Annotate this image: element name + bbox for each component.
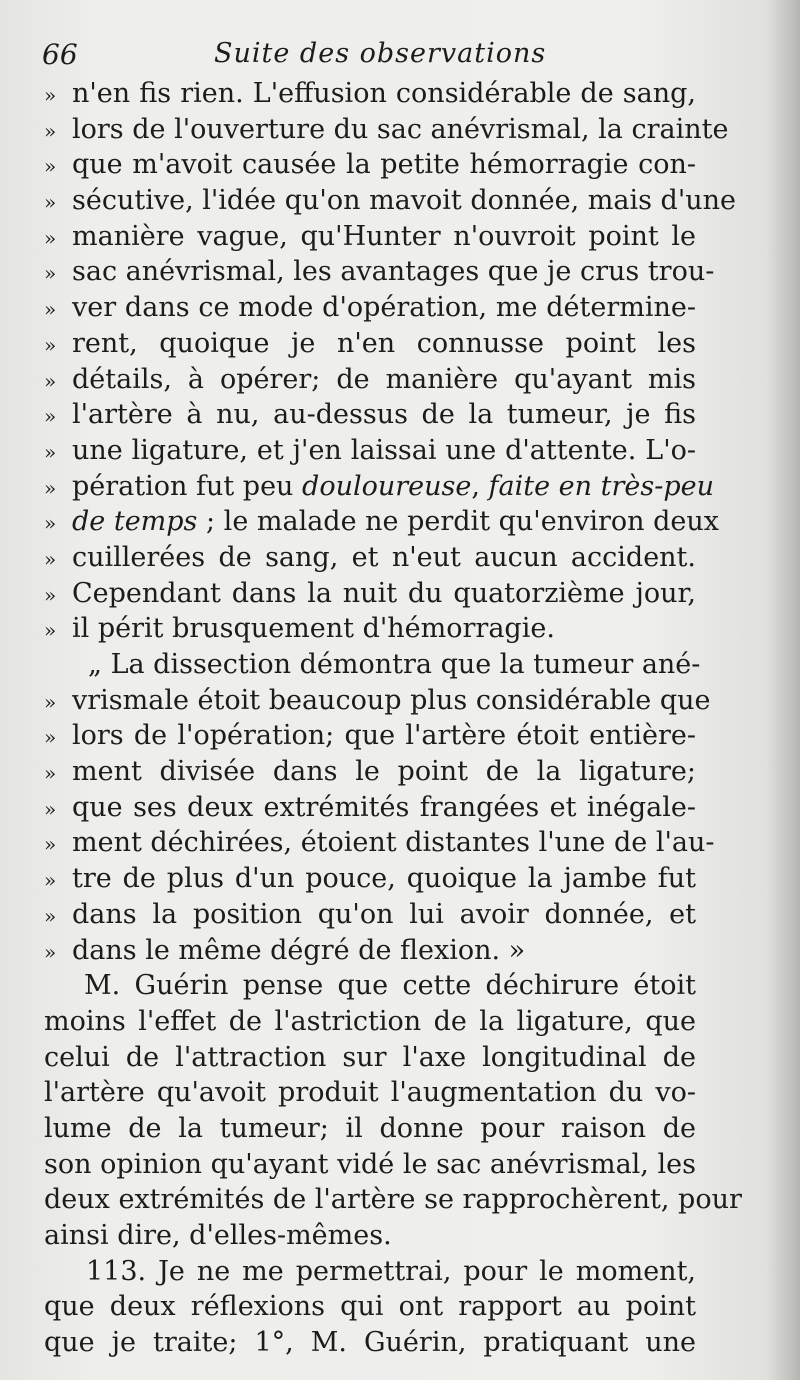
page-gutter-shadow (766, 0, 800, 1380)
text-line (44, 1004, 696, 1040)
text-line (44, 683, 711, 719)
quote-mark: » (44, 261, 57, 286)
line-text: ment divisée dans le point de la ligature; (72, 756, 696, 788)
quote-mark: » (44, 761, 57, 786)
quote-mark: » (44, 903, 57, 928)
quote-mark: » (44, 154, 57, 179)
text-line (44, 290, 696, 326)
line-text: 113. Je ne me permettrai, pour le moment, (86, 1255, 696, 1287)
text-line (44, 183, 737, 219)
text-line (44, 1075, 696, 1111)
line-text: l'artère à nu, au-dessus de la tumeur, je fis (72, 399, 696, 431)
quote-mark: » (44, 511, 57, 536)
quote-mark: » (44, 832, 57, 857)
text-line (44, 219, 696, 255)
line-text: dans la position qu'on lui avoir donnée, et (72, 898, 696, 930)
quote-mark: » (44, 939, 57, 964)
line-text: Cependant dans la nuit du quatorzième jour, (72, 577, 696, 609)
text-line (44, 1040, 696, 1076)
quote-mark: » (44, 83, 57, 107)
quote-mark: » (44, 404, 57, 429)
line-text: ; le malade ne perdit qu'environ deux (197, 506, 719, 538)
text-line (44, 147, 696, 183)
line-text: pération fut peu (72, 470, 303, 502)
italic-text: faite en très-peu (488, 470, 714, 502)
line-text: manière vague, qu'Hunter n'ouvroit point le (72, 220, 696, 252)
text-line (44, 1182, 742, 1218)
line-text: ment déchirées, étoient distantes l'une de l'au- (72, 827, 715, 859)
line-text: „ La dissection démontra que la tumeur ané- (88, 649, 701, 680)
line-text: détails, à opérer; de manière qu'ayant mis (72, 363, 696, 395)
text-line (44, 897, 696, 933)
line-text: il périt brusquement d'hémorragie. (72, 613, 555, 645)
quote-mark: » (44, 868, 57, 893)
italic-text: de temps (72, 506, 198, 538)
text-line (44, 76, 696, 112)
line-text: l'artère qu'avoit produit l'augmentation du vo- (44, 1077, 696, 1109)
line-text: M. Guérin pense que cette déchirure étoit (84, 970, 696, 1002)
text-line (44, 790, 696, 826)
line-text: ainsi dire, d'elles-mêmes. (44, 1220, 392, 1251)
line-text: que je traite; 1°, M. Guérin, pratiquant une (44, 1327, 696, 1359)
text-line (44, 611, 696, 647)
text-line (44, 647, 701, 683)
line-text: deux extrémités de l'artère se rapprochèrent, pour (44, 1184, 742, 1216)
text-line (44, 933, 696, 969)
quote-mark: » (44, 368, 57, 393)
line-text: n'en fis rien. L'effusion considérable de sang, (72, 78, 696, 109)
text-line (44, 469, 714, 505)
text-line (44, 362, 696, 398)
text-line (44, 326, 696, 362)
text-line (44, 1254, 696, 1290)
text-line (44, 825, 715, 861)
line-text: sécutive, l'idée qu'on mavoit donnée, mais d'une (72, 185, 737, 217)
body-text (44, 76, 742, 1361)
line-text: , (471, 470, 489, 502)
line-text: dans le même dégré de flexion. » (72, 934, 526, 966)
text-line (44, 718, 696, 754)
line-text: son opinion qu'ayant vidé le sac anévrismal, les (44, 1148, 696, 1180)
page-header (42, 38, 702, 78)
text-line (44, 1289, 696, 1325)
quote-mark: » (44, 190, 57, 215)
text-line (44, 861, 696, 897)
quote-mark: » (44, 618, 57, 643)
line-text: lors de l'ouverture du sac anévrismal, la crainte (72, 113, 729, 145)
text-line (44, 1325, 696, 1361)
line-text: celui de l'attraction sur l'axe longitudinal de (44, 1041, 696, 1073)
line-text: sac anévrismal, les avantages que je crus trou- (72, 256, 715, 288)
line-text: que ses deux extrémités frangées et inégale- (72, 791, 696, 823)
quote-mark: » (44, 225, 57, 250)
italic-text: douloureuse (302, 470, 472, 502)
quote-mark: » (44, 332, 57, 357)
line-text: que m'avoit causée la petite hémorragie con- (72, 149, 696, 181)
line-text: tre de plus d'un pouce, quoique la jambe fut (72, 863, 696, 895)
page-number: 66 (42, 38, 78, 71)
text-line (44, 112, 729, 148)
quote-mark: » (44, 689, 57, 714)
line-text: moins l'effet de l'astriction de la ligature, que (44, 1005, 696, 1037)
line-text: ver dans ce mode d'opération, me détermine- (72, 292, 696, 324)
line-text: que deux réflexions qui ont rapport au point (44, 1291, 696, 1323)
text-line (44, 504, 719, 540)
text-line (44, 540, 696, 576)
text-line (44, 433, 696, 469)
text-line (44, 754, 696, 790)
line-text: lors de l'opération; que l'artère étoit entière- (72, 720, 696, 752)
line-text: une ligature, et j'en laissai une d'attente. L'o- (72, 434, 696, 466)
text-line (44, 968, 696, 1004)
quote-mark: » (44, 439, 57, 464)
line-text: lume de la tumeur; il donne pour raison de (44, 1112, 696, 1144)
quote-mark: » (44, 475, 57, 500)
quote-mark: » (44, 582, 57, 607)
quote-mark: » (44, 725, 57, 750)
text-line (44, 1147, 696, 1183)
quote-mark: » (44, 546, 57, 571)
quote-mark: » (44, 796, 57, 821)
quote-mark: » (44, 118, 57, 143)
text-line (44, 1218, 696, 1254)
text-line (44, 1111, 696, 1147)
text-line (44, 576, 696, 612)
line-text: vrismale étoit beaucoup plus considérable que (72, 684, 711, 716)
text-line (44, 397, 696, 433)
line-text: cuillerées de sang, et n'eut aucun accident. (72, 541, 696, 573)
quote-mark: » (44, 297, 57, 322)
running-title: Suite des observations (214, 38, 547, 69)
text-line (44, 254, 715, 290)
line-text: rent, quoique je n'en connusse point les (72, 327, 696, 359)
